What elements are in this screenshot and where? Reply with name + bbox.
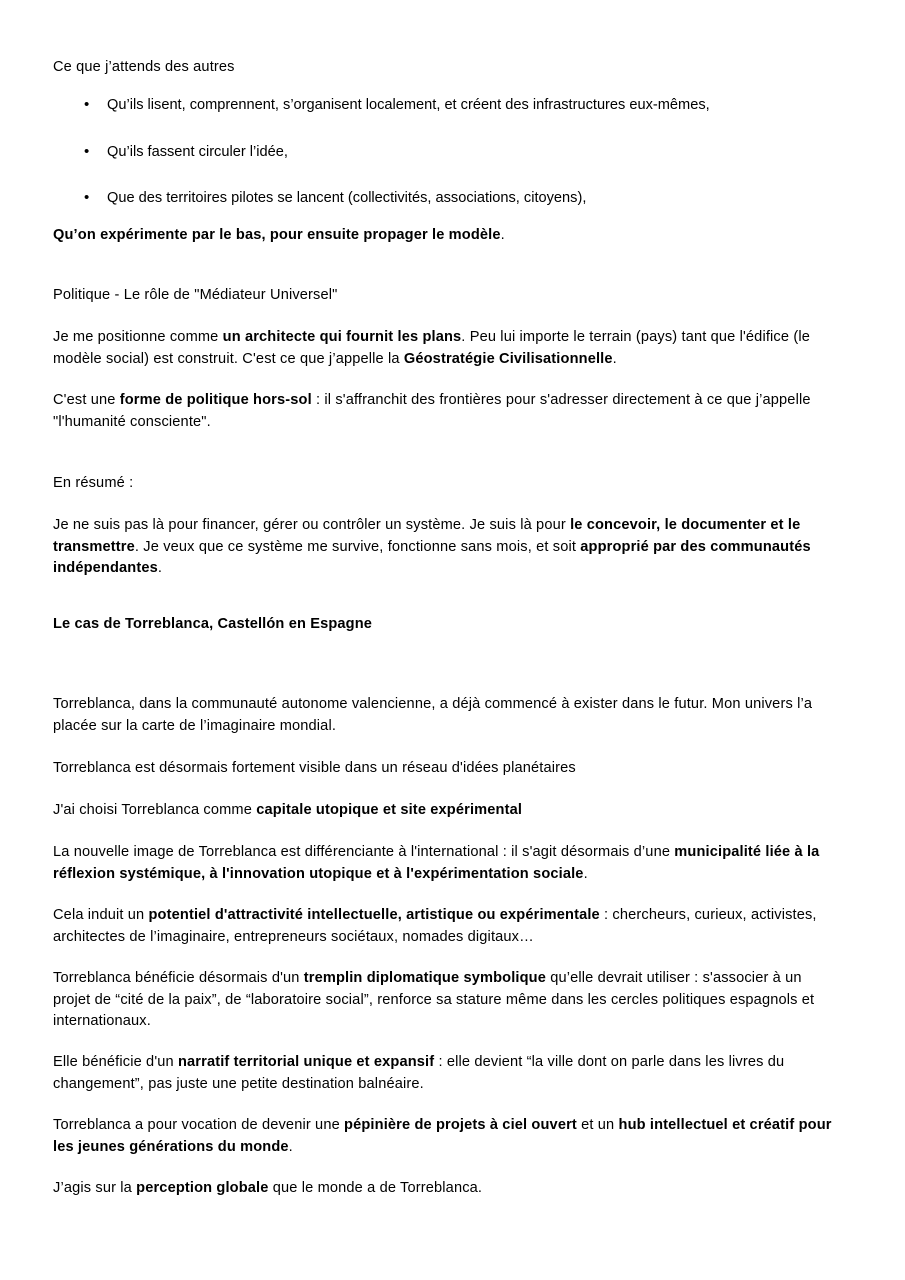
torreblanca-intro-paragraph: [53, 694, 843, 737]
emphasis-text: Le cas de Torreblanca, Castellón en Espagne: [53, 616, 373, 632]
intro-heading: [53, 57, 843, 79]
emphasis-text: hub intellectuel et créatif pour les jeunes générations du monde: [53, 1117, 832, 1155]
summary-paragraph: [53, 515, 843, 580]
list-item: • Que des territoires pilotes se lancent (collectivités, associations, citoyens),: [53, 188, 843, 210]
emphasis-text: perception globale: [136, 1180, 269, 1196]
pepiniere-projets-paragraph: [53, 1115, 843, 1158]
summary-heading: [53, 473, 843, 495]
body-text: et un: [576, 1117, 619, 1133]
list-item: • Qu’ils lisent, comprennent, s’organisent localement, et créent des infrastructures eux-mêmes,: [53, 95, 843, 117]
body-text: Cela induit un: [53, 907, 149, 923]
emphasis-text: Qu’on expérimente par le bas, pour ensuite propager le modèle: [53, 227, 501, 243]
capitale-utopique-paragraph: [53, 800, 843, 822]
body-text: Politique - Le rôle de "Médiateur Universel": [53, 287, 338, 303]
emphasis-text: potentiel d'attractivité intellectuelle, artistique ou expérimentale: [148, 907, 600, 923]
body-text: Elle bénéficie d'un: [53, 1054, 178, 1070]
narratif-territorial-paragraph: [53, 1052, 843, 1095]
body-text: C'est une: [53, 392, 120, 408]
body-text: En résumé :: [53, 475, 134, 491]
emphasis-text: le concevoir, le documenter et le transmettre: [53, 517, 801, 555]
body-text: : elle devient “la ville dont on parle dans les livres du changement”, pas juste une petite destination balnéaire.: [53, 1054, 785, 1092]
body-text: Torreblanca bénéficie désormais d'un: [53, 970, 304, 986]
emphasis-text: capitale utopique et site expérimental: [256, 802, 523, 818]
body-text: : chercheurs, curieux, activistes, architectes de l’imaginaire, entrepreneurs sociétaux, nomades digitaux…: [53, 907, 817, 945]
emphasis-text: tremplin diplomatique symbolique: [303, 970, 546, 986]
emphasis-text: municipalité liée à la réflexion systémique, à l'innovation utopique et à l'expérimentation sociale: [53, 844, 820, 882]
nouvelle-image-paragraph: [53, 842, 843, 885]
body-text: Ce que j’attends des autres: [53, 59, 235, 75]
emphasis-text: pépinière de projets à ciel ouvert: [344, 1117, 577, 1133]
perception-globale-paragraph: [53, 1178, 843, 1200]
body-text: : il s'affranchit des frontières pour s'adresser directement à ce que j’appelle "l'humanité consciente".: [53, 392, 811, 430]
body-text: .: [612, 350, 617, 367]
body-text: Je ne suis pas là pour financer, gérer ou contrôler un système. Je suis là pour: [53, 517, 571, 533]
body-text: .: [288, 1138, 293, 1155]
body-text: . Peu lui importe le terrain (pays) tant que l'édifice (le modèle social) est construit. C'est ce que j’appelle la: [53, 329, 810, 367]
body-text: .: [500, 227, 505, 243]
body-text: Je me positionne comme: [53, 329, 223, 345]
body-text: .: [583, 865, 588, 882]
body-text: Torreblanca est désormais fortement visible dans un réseau d'idées planétaires: [53, 760, 576, 776]
body-text: que le monde a de Torreblanca.: [268, 1180, 483, 1196]
emphasis-text: un architecte qui fournit les plans: [222, 329, 462, 345]
expectations-bullets: [53, 95, 843, 210]
body-text: La nouvelle image de Torreblanca est différenciante à l'international : il s'agit désormais d’une: [53, 844, 675, 860]
body-text: .: [157, 560, 163, 576]
politique-section-heading: [53, 285, 843, 307]
body-text: Torreblanca a pour vocation de devenir une: [53, 1117, 345, 1133]
body-text: J'ai choisi Torreblanca comme: [53, 802, 257, 818]
politique-hors-sol-paragraph: [53, 390, 843, 433]
torreblanca-case-heading: [53, 614, 843, 636]
body-text: J’agis sur la: [53, 1180, 137, 1196]
body-text: Torreblanca, dans la communauté autonome valencienne, a déjà commencé à exister dans le futur. Mon univers l’a placée sur la carte de l’imaginaire mondial.: [53, 696, 813, 734]
list-item: • Qu’ils fassent circuler l’idée,: [53, 142, 843, 164]
emphasis-text: narratif territorial unique et expansif: [177, 1054, 435, 1070]
body-text: . Je veux que ce système me survive, fonctionne sans mois, et soit: [134, 538, 581, 555]
architect-paragraph: [53, 327, 843, 370]
bullet-list: [53, 95, 843, 210]
emphasis-text: Géostratégie Civilisationnelle: [403, 350, 613, 367]
attractivite-paragraph: [53, 905, 843, 948]
emphasis-text: forme de politique hors-sol: [119, 392, 312, 408]
emphasis-text: approprié par des communautés indépendantes: [53, 538, 811, 576]
tremplin-diplomatique-paragraph: [53, 968, 843, 1033]
body-text: qu’elle devrait utiliser : s'associer à un projet de “cité de la paix”, de “laboratoire social”, renforce sa stature même dans les cercles politiques espagnols et internationaux.: [53, 970, 815, 1029]
experiment-bottom-up-statement: [53, 225, 843, 247]
torreblanca-visibility-paragraph: [53, 758, 843, 780]
